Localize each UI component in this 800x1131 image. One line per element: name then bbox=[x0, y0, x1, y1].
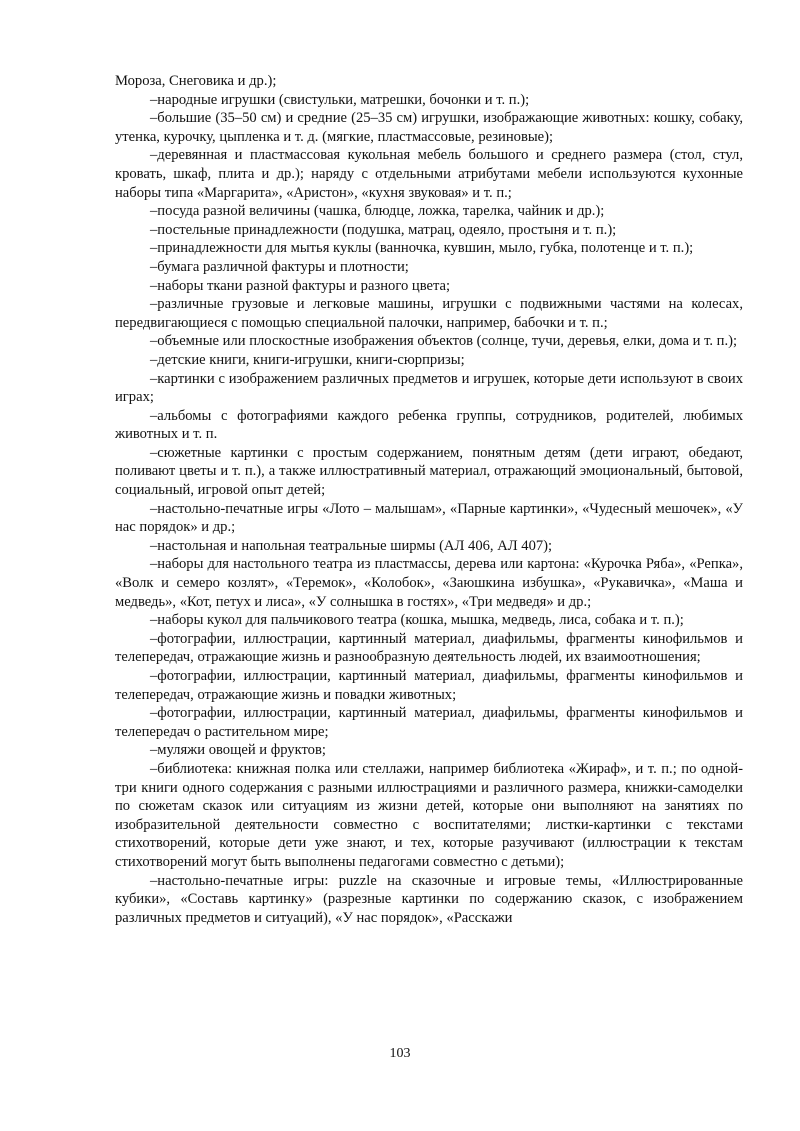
list-item: –фотографии, иллюстрации, картинный материал, диафильмы, фрагменты кинофильмов и телепередач, отражающие жизнь и разнообразную деятельность людей, их взаимоотношения; bbox=[115, 630, 743, 666]
list-item: –настольно-печатные игры: puzzle на сказочные и игровые темы, «Иллюстрированные кубики», «Составь картинку» (разрезные картинки по содержанию сказок, с изображением различных предметов и ситуаций), «У нас порядок», «Расскажи bbox=[115, 872, 743, 926]
list-item: –сюжетные картинки с простым содержанием, понятным детям (дети играют, обедают, поливают цветы и т. п.), а также иллюстративный материал, отражающий эмоциональный, бытовой, социальный, игровой опыт детей; bbox=[115, 444, 743, 499]
list-item: –картинки с изображением различных предметов и игрушек, которые дети используют в своих играх; bbox=[115, 370, 743, 406]
page-number: 103 bbox=[389, 1046, 411, 1061]
list-item: –альбомы с фотографиями каждого ребенка группы, сотрудников, родителей, любимых животных и т. п. bbox=[115, 407, 743, 443]
paragraph: Мороза, Снеговика и др.); bbox=[115, 73, 277, 89]
list-item: –муляжи овощей и фруктов; bbox=[150, 742, 326, 759]
list-item: –наборы для настольного театра из пластмассы, дерева или картона: «Курочка Ряба», «Репка», «Волк и семеро козлят», «Теремок», «Колобок», «Заюшкина избушка», «Рукавичка», «Маша и медведь», «Кот, петух и лиса», «У солнышка в гостях», «Три медведя» и др.; bbox=[115, 556, 743, 610]
list-item: –наборы ткани разной фактуры и разного цвета; bbox=[150, 277, 451, 294]
body-text bbox=[115, 72, 743, 927]
list-item: –наборы кукол для пальчикового театра (кошка, мышка, медведь, лиса, собака и т. п.); bbox=[150, 612, 684, 629]
list-item: –деревянная и пластмассовая кукольная мебель большого и среднего размера (стол, стул, кровать, шкаф, плита и др.); наряду с отдельными атрибутами мебели используются кухонные наборы типа «Маргарита», «Аристон», «кухня звуковая» и т. п.; bbox=[115, 147, 743, 201]
list-item: –настольно-печатные игры «Лото – малышам», «Парные картинки», «Чудесный мешочек», «У нас порядок» и др.; bbox=[115, 500, 743, 536]
list-item: –посуда разной величины (чашка, блюдце, ложка, тарелка, чайник и др.); bbox=[150, 203, 605, 220]
list-item: –настольная и напольная театральные ширмы (АЛ 406, АЛ 407); bbox=[150, 537, 553, 554]
list-item: –бумага различной фактуры и плотности; bbox=[150, 258, 409, 275]
list-item: –фотографии, иллюстрации, картинный материал, диафильмы, фрагменты кинофильмов и телепередач, отражающие жизнь и повадки животных; bbox=[115, 668, 743, 703]
list-item: –библиотека: книжная полка или стеллажи, например библиотека «Жираф», и т. п.; по одной-три книги одного содержания с разными иллюстрациями и различного размера, книжки-самоделки по сюжетам сказок или ситуациям из жизни детей, которые они выполняют на занятиях по изобразительной деятельности совместно с воспитателями; листки-картинки с текстами стихотворений, которые дети уже знают, и тех, которые разучивают (иллюстрации к текстам стихотворений могут быть выполнены педагогами совместно с детьми); bbox=[115, 760, 743, 870]
list-item: –постельные принадлежности (подушка, матрац, одеяло, простыня и т. п.); bbox=[150, 221, 617, 238]
list-item: –принадлежности для мытья куклы (ванночка, кувшин, мыло, губка, полотенце и т. п.); bbox=[150, 240, 694, 257]
list-item: –большие (35–50 см) и средние (25–35 см) игрушки, изображающие животных: кошку, собаку, утенка, курочку, цыпленка и т. д. (мягкие, пластмассовые, резиновые); bbox=[115, 110, 743, 145]
list-item: –объемные или плоскостные изображения объектов (солнце, тучи, деревья, елки, дома и т. п.); bbox=[150, 333, 738, 350]
list-item: –фотографии, иллюстрации, картинный материал, диафильмы, фрагменты кинофильмов и телепередач о растительном мире; bbox=[115, 705, 743, 740]
list-item: –народные игрушки (свистульки, матрешки, бочонки и т. п.); bbox=[150, 91, 530, 108]
list-item: –детские книги, книги-игрушки, книги-сюрпризы; bbox=[150, 351, 465, 368]
list-item: –различные грузовые и легковые машины, игрушки с подвижными частями на колесах, передвигающиеся с помощью специальной палочки, например, бабочки и т. п.; bbox=[115, 296, 743, 331]
